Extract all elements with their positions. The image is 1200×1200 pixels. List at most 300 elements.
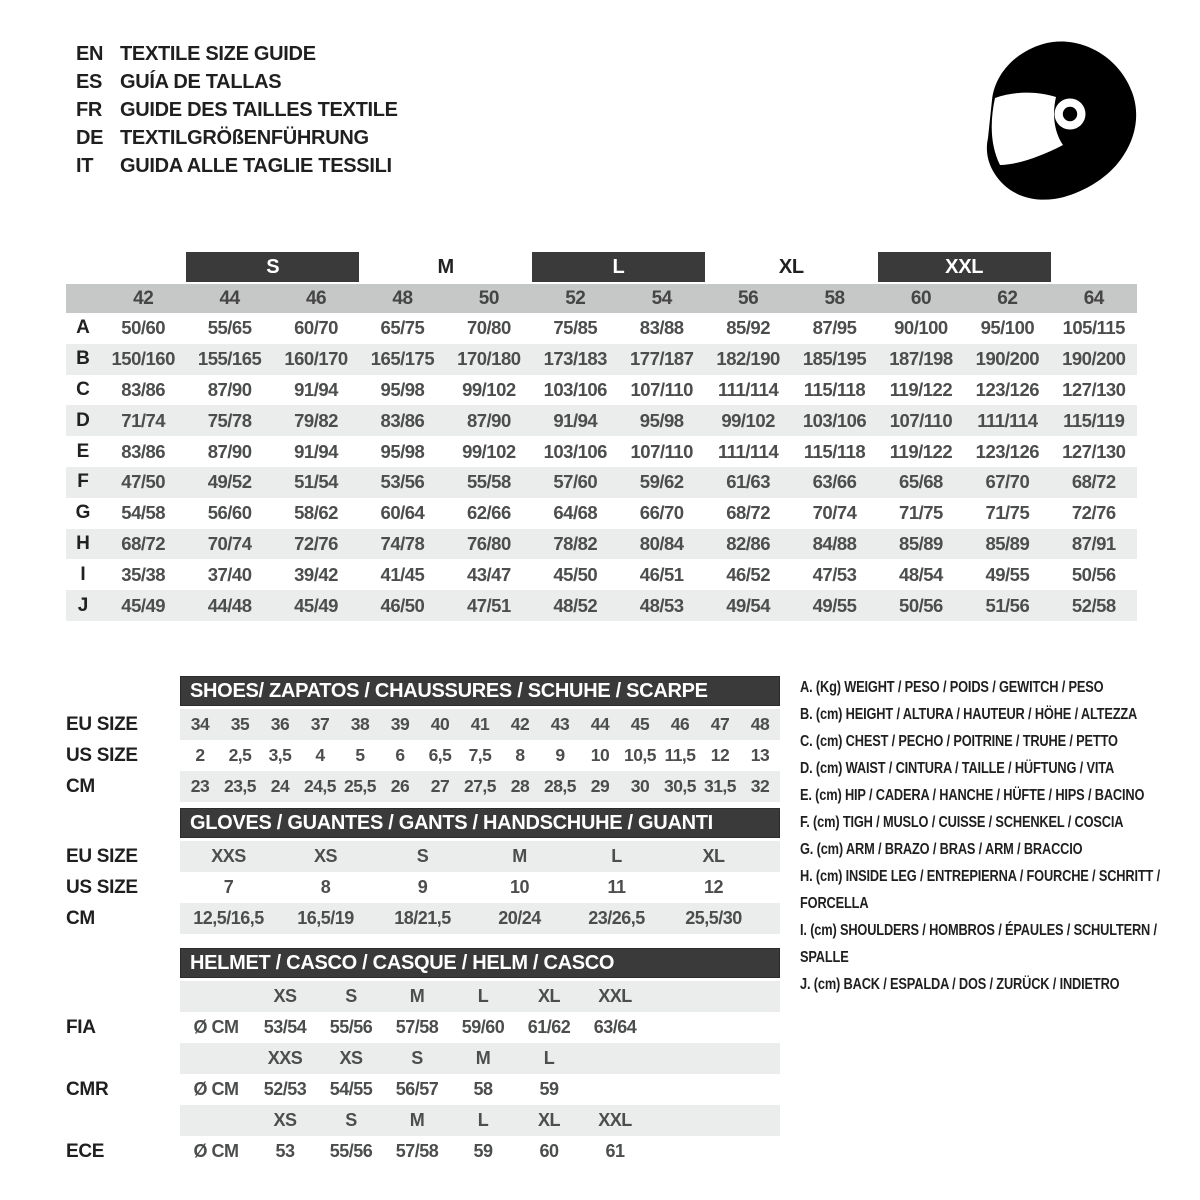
column-header-46: 46 — [305, 287, 327, 309]
size-cell: 107/110 — [630, 378, 693, 400]
unit-cell: Ø CM — [193, 1141, 239, 1161]
size-cell: 170/180 — [457, 348, 521, 370]
size-cell: 35 — [230, 714, 250, 734]
size-cell: 23/26,5 — [588, 908, 645, 928]
size-cell: 70/74 — [812, 502, 857, 524]
size-cell: 7,5 — [468, 745, 492, 765]
column-header-60: 60 — [910, 287, 932, 309]
size-band-xxl: XXL — [878, 252, 1051, 282]
size-cell: 57/58 — [395, 1141, 439, 1161]
size-cell: 59/62 — [639, 471, 684, 493]
size-cell: 25,5 — [343, 776, 377, 796]
language-row — [76, 152, 398, 180]
language-title: GUIDA ALLE TAGLIE TESSILI — [120, 154, 392, 177]
size-cell: 87/90 — [207, 378, 252, 400]
language-code: FR — [76, 98, 103, 121]
size-cell: 71/74 — [121, 409, 166, 431]
legend-item-h: H. (cm) INSIDE LEG / ENTREPIERNA / FOURCHE / SCHRITT / FORCELLA — [800, 868, 1160, 912]
size-cell: 26 — [390, 776, 410, 796]
size-cell: 75/85 — [553, 317, 598, 339]
size-cell: 46/51 — [639, 563, 684, 585]
size-row-eu-size — [66, 841, 788, 872]
language-code: EN — [76, 42, 104, 65]
row-label: ECE — [66, 1140, 105, 1162]
size-cell: 27,5 — [463, 776, 497, 796]
size-cell: 56/57 — [395, 1079, 439, 1099]
size-cell: 23,5 — [223, 776, 257, 796]
size-cell: 103/106 — [543, 378, 607, 400]
shoes-table-rows — [66, 709, 788, 802]
size-cell: 58/62 — [294, 502, 338, 524]
size-cell: 8 — [515, 745, 525, 765]
column-header-54: 54 — [651, 287, 672, 309]
size-cell: 160/170 — [284, 348, 348, 370]
row-label: H — [76, 532, 90, 554]
size-cell: 83/86 — [380, 409, 425, 431]
size-cell: 71/75 — [899, 502, 943, 524]
size-cell: 59 — [473, 1141, 493, 1161]
size-cell: M — [409, 1110, 425, 1130]
measure-row-e — [66, 436, 1137, 467]
size-cell: 111/114 — [717, 378, 779, 400]
language-row — [76, 124, 398, 152]
size-cell: 31,5 — [703, 776, 737, 796]
size-cell: XS — [339, 1048, 363, 1068]
row-label: CM — [66, 775, 95, 797]
row-label: C — [76, 378, 90, 400]
gloves-size-table — [66, 808, 788, 934]
size-cell: 24 — [270, 776, 290, 796]
measure-row-i — [66, 559, 1137, 590]
size-cell: 63/66 — [812, 471, 857, 493]
size-cell: 53/56 — [380, 471, 425, 493]
size-cell: 115/119 — [1063, 409, 1125, 431]
size-cell: 54/58 — [121, 502, 166, 524]
legend-item-e: E. (cm) HIP / CADERA / HANCHE / HÜFTE / HIPS / BACINO — [800, 787, 1145, 804]
size-cell: 39 — [390, 714, 410, 734]
measure-row-j — [66, 590, 1137, 621]
column-header-44: 44 — [219, 287, 240, 309]
unit-cell: Ø CM — [193, 1079, 239, 1099]
size-cell: 90/100 — [894, 317, 948, 339]
legend-item-d: D. (cm) WAIST / CINTURA / TAILLE / HÜFTUNG / VITA — [800, 760, 1115, 777]
size-row-us-size — [66, 872, 788, 903]
size-cell: 57/58 — [395, 1017, 439, 1037]
size-cell: M — [512, 846, 527, 866]
size-cell: 37/40 — [207, 563, 252, 585]
row-label: J — [77, 594, 89, 616]
size-cell: 49/55 — [812, 594, 857, 616]
row-label: US SIZE — [66, 744, 138, 766]
size-cell: 43 — [550, 714, 570, 734]
size-cell: 47/50 — [121, 471, 166, 493]
size-cell: 45/49 — [294, 594, 338, 616]
language-code: IT — [76, 154, 94, 177]
legend-item-a: A. (Kg) WEIGHT / PESO / POIDS / GEWITCH / PESO — [800, 679, 1104, 696]
size-cell: L — [477, 986, 489, 1006]
size-cell: 9 — [417, 877, 428, 897]
size-row-eu-size — [66, 709, 788, 740]
row-label: EU SIZE — [66, 845, 138, 867]
helmet-table-title-text: HELMET / CASCO / CASQUE / HELM / CASCO — [190, 951, 615, 974]
size-cell: S — [345, 1110, 357, 1130]
size-cell: 2,5 — [228, 745, 252, 765]
row-values — [180, 1136, 780, 1167]
measure-row-f — [66, 467, 1137, 498]
size-cell: 13 — [750, 745, 770, 765]
size-cell: L — [543, 1048, 555, 1068]
row-label: B — [76, 348, 90, 370]
gloves-table-title — [180, 808, 780, 838]
size-cell: 53 — [275, 1141, 295, 1161]
size-cell: XXS — [267, 1048, 303, 1068]
column-header-62: 62 — [997, 287, 1018, 309]
size-cell: 4 — [315, 745, 325, 765]
size-cell: 42 — [510, 714, 530, 734]
column-header-52: 52 — [565, 287, 586, 309]
size-band-m: M — [437, 255, 454, 278]
textile-measure-rows — [66, 313, 1137, 621]
row-values — [180, 841, 780, 872]
size-cell: XL — [537, 986, 560, 1006]
legend-item-g: G. (cm) ARM / BRAZO / BRAS / ARM / BRACCIO — [800, 841, 1083, 858]
legend-item-j: J. (cm) BACK / ESPALDA / DOS / ZURÜCK / INDIETRO — [800, 976, 1120, 993]
size-cell: 61/62 — [527, 1017, 571, 1037]
size-cell: 83/86 — [121, 440, 166, 462]
size-cell: 6 — [395, 745, 405, 765]
measure-row-d — [66, 405, 1137, 436]
size-cell: 68/72 — [1071, 471, 1116, 493]
row-values — [180, 1012, 780, 1043]
language-row — [76, 96, 398, 124]
size-cell: 7 — [223, 877, 234, 897]
unit-cell: Ø CM — [193, 1017, 239, 1037]
size-cell: 6,5 — [428, 745, 452, 765]
size-cell: 12,5/16,5 — [193, 908, 264, 928]
helmet-standard-row-fia — [66, 1012, 788, 1043]
size-cell: 49/54 — [726, 594, 771, 616]
column-header-48: 48 — [392, 287, 413, 309]
row-values — [180, 981, 780, 1012]
gloves-table-title-text: GLOVES / GUANTES / GANTS / HANDSCHUHE / GUANTI — [190, 811, 713, 834]
size-cell: 12 — [710, 745, 730, 765]
measure-row-c — [66, 375, 1137, 406]
size-cell: 119/122 — [889, 440, 953, 462]
size-cell: 127/130 — [1062, 440, 1126, 462]
size-cell: 79/82 — [294, 409, 338, 431]
helmet-size-table — [66, 948, 788, 1167]
size-cell: 55/58 — [466, 471, 511, 493]
size-cell: 85/89 — [985, 532, 1030, 554]
row-label: FIA — [66, 1016, 96, 1038]
size-cell: XXS — [211, 846, 246, 866]
size-cell: XL — [537, 1110, 560, 1130]
helmet-size-header-row-cmr — [66, 1043, 788, 1074]
size-cell: 61 — [605, 1141, 625, 1161]
size-cell: 76/80 — [466, 532, 511, 554]
measure-row-h — [66, 529, 1137, 560]
size-cell: 72/76 — [1071, 502, 1116, 524]
row-values — [180, 872, 780, 903]
size-row-cm — [66, 903, 788, 934]
size-cell: 3,5 — [268, 745, 292, 765]
size-cell: 11 — [607, 877, 626, 897]
size-cell: 99/102 — [462, 378, 516, 400]
size-cell: 48 — [750, 714, 770, 734]
size-cell: S — [411, 1048, 423, 1068]
row-label: G — [75, 502, 91, 524]
size-cell: XS — [313, 846, 337, 866]
size-cell: 39/42 — [294, 563, 338, 585]
size-cell: 70/74 — [207, 532, 252, 554]
size-cell: 51/56 — [985, 594, 1030, 616]
size-cell: 48/52 — [553, 594, 598, 616]
size-cell: 72/76 — [294, 532, 338, 554]
size-cell: 50/56 — [899, 594, 943, 616]
language-title: GUÍA DE TALLAS — [120, 70, 282, 93]
size-band-xl: XL — [778, 255, 804, 278]
size-cell: 68/72 — [726, 502, 771, 524]
size-cell: 95/98 — [380, 440, 425, 462]
size-cell: 46 — [670, 714, 690, 734]
column-header-56: 56 — [738, 287, 759, 309]
size-cell: XS — [273, 986, 297, 1006]
size-cell: 47 — [710, 714, 730, 734]
size-cell: 49/52 — [207, 471, 252, 493]
gloves-table-rows — [66, 841, 788, 934]
size-cell: 10,5 — [623, 745, 657, 765]
size-cell: 45/50 — [553, 563, 598, 585]
size-cell: 173/183 — [543, 348, 607, 370]
column-header-50: 50 — [478, 287, 499, 309]
size-cell: 65/75 — [380, 317, 425, 339]
column-header-64: 64 — [1083, 287, 1104, 309]
row-label — [66, 1105, 180, 1136]
language-code: ES — [76, 70, 103, 93]
legend-item-c: C. (cm) CHEST / PECHO / POITRINE / TRUHE / PETTO — [800, 733, 1118, 750]
size-cell: 54/55 — [329, 1079, 373, 1099]
size-cell: 66/70 — [639, 502, 684, 524]
size-cell: 99/102 — [462, 440, 516, 462]
size-cell: 32 — [750, 776, 770, 796]
language-title: TEXTILE SIZE GUIDE — [120, 42, 316, 65]
textile-size-table — [66, 252, 1137, 621]
size-cell: 87/90 — [207, 440, 252, 462]
size-cell: 10 — [590, 745, 610, 765]
size-cell: 45/49 — [121, 594, 166, 616]
size-cell: 107/110 — [630, 440, 693, 462]
shoes-table-title-text: SHOES/ ZAPATOS / CHAUSSURES / SCHUHE / SCARPE — [190, 679, 708, 702]
measurement-legend — [800, 674, 1200, 998]
row-label: I — [80, 563, 86, 585]
size-cell: 82/86 — [726, 532, 771, 554]
size-cell: 46/50 — [380, 594, 425, 616]
size-cell: 24,5 — [303, 776, 337, 796]
size-cell: 28 — [510, 776, 530, 796]
shoes-table-title — [180, 676, 780, 706]
size-cell: 28,5 — [543, 776, 577, 796]
size-cell: 123/126 — [975, 378, 1040, 400]
size-cell: 55/65 — [207, 317, 252, 339]
size-cell: 50/56 — [1071, 563, 1116, 585]
helmet-table-rows — [66, 981, 788, 1167]
size-cell: 95/98 — [639, 409, 684, 431]
size-cell: 9 — [555, 745, 565, 765]
size-cell: 177/187 — [630, 348, 694, 370]
size-cell: 103/106 — [543, 440, 607, 462]
helmet-table-title — [180, 948, 780, 978]
size-cell: 61/63 — [726, 471, 771, 493]
size-band-row — [66, 252, 1137, 282]
size-cell: 119/122 — [889, 378, 953, 400]
size-cell: 95/98 — [380, 378, 425, 400]
row-values — [180, 1105, 780, 1136]
language-code: DE — [76, 126, 104, 149]
size-cell: 182/190 — [716, 348, 780, 370]
size-cell: 58 — [473, 1079, 493, 1099]
shoes-size-table — [66, 676, 788, 802]
size-cell: S — [416, 846, 429, 866]
size-cell: L — [477, 1110, 489, 1130]
row-label: EU SIZE — [66, 713, 138, 735]
measure-row-a — [66, 313, 1137, 344]
size-cell: 150/160 — [111, 348, 175, 370]
size-cell: 27 — [430, 776, 450, 796]
size-cell: 49/55 — [985, 563, 1030, 585]
size-cell: 38 — [350, 714, 370, 734]
size-cell: 50/60 — [121, 317, 166, 339]
size-cell: XS — [273, 1110, 297, 1130]
helmet-standard-row-cmr — [66, 1074, 788, 1105]
size-cell: 111/114 — [717, 440, 779, 462]
size-cell: 41 — [470, 714, 490, 734]
size-cell: XXL — [598, 1110, 632, 1130]
size-cell: 47/53 — [812, 563, 857, 585]
legend-item-i: I. (cm) SHOULDERS / HOMBROS / ÉPAULES / SCHULTERN / SPALLE — [800, 922, 1157, 966]
size-cell: M — [409, 986, 425, 1006]
size-cell: 95/100 — [980, 317, 1035, 339]
helmet-icon — [982, 26, 1157, 208]
column-header-58: 58 — [824, 287, 845, 309]
size-cell: 12 — [703, 877, 724, 897]
row-label: E — [76, 440, 90, 462]
size-cell: 35/38 — [121, 563, 166, 585]
row-values — [180, 1043, 780, 1074]
size-cell: 60/64 — [380, 502, 425, 524]
size-cell: 91/94 — [294, 378, 338, 400]
helmet-size-header-row-fia — [66, 981, 788, 1012]
size-cell: 190/200 — [1062, 348, 1126, 370]
size-cell: 25,5/30 — [685, 908, 742, 928]
size-cell: 105/115 — [1062, 317, 1125, 339]
size-cell: 56/60 — [207, 502, 252, 524]
row-label: CM — [66, 907, 95, 929]
size-band-s: S — [186, 252, 359, 282]
size-cell: 53/54 — [263, 1017, 307, 1037]
size-number-row — [66, 284, 1137, 313]
language-row — [76, 68, 398, 96]
size-cell: 11,5 — [664, 745, 696, 765]
size-cell: 59/60 — [461, 1017, 505, 1037]
helmet-size-header-row-ece — [66, 1105, 788, 1136]
size-cell: 190/200 — [975, 348, 1040, 370]
measure-row-g — [66, 498, 1137, 529]
size-cell: S — [345, 986, 357, 1006]
size-cell: 87/95 — [812, 317, 857, 339]
column-header-42: 42 — [133, 287, 154, 309]
size-cell: 40 — [430, 714, 450, 734]
size-cell: 2 — [195, 745, 205, 765]
size-cell: 127/130 — [1062, 378, 1126, 400]
size-cell: M — [475, 1048, 491, 1068]
size-cell: L — [611, 846, 622, 866]
size-cell: 41/45 — [380, 563, 425, 585]
size-cell: 16,5/19 — [297, 908, 354, 928]
size-cell: 68/72 — [121, 532, 166, 554]
size-cell: 83/88 — [639, 317, 684, 339]
language-title-list — [76, 40, 398, 180]
size-cell: 80/84 — [639, 532, 684, 554]
size-cell: 83/86 — [121, 378, 166, 400]
row-values — [180, 903, 780, 934]
size-cell: 74/78 — [380, 532, 425, 554]
size-cell: 115/118 — [803, 440, 866, 462]
language-row — [76, 40, 398, 68]
row-label — [66, 981, 180, 1012]
helmet-standard-row-ece — [66, 1136, 788, 1167]
size-cell: 103/106 — [802, 409, 867, 431]
size-cell: 44 — [590, 714, 610, 734]
size-cell: 155/165 — [197, 348, 262, 370]
size-cell: 91/94 — [294, 440, 338, 462]
size-cell: 123/126 — [975, 440, 1040, 462]
size-cell: 85/92 — [726, 317, 771, 339]
size-cell: 75/78 — [207, 409, 252, 431]
language-title: GUIDE DES TAILLES TEXTILE — [120, 98, 398, 121]
size-cell: 45 — [630, 714, 650, 734]
size-cell: 115/118 — [803, 378, 866, 400]
row-values — [180, 1074, 780, 1105]
row-label: F — [77, 471, 89, 493]
size-cell: 87/90 — [466, 409, 511, 431]
row-label: CMR — [66, 1078, 109, 1100]
size-cell: 18/21,5 — [394, 908, 451, 928]
size-band-l: L — [532, 252, 705, 282]
size-cell: 20/24 — [498, 908, 541, 928]
row-label: D — [76, 409, 90, 431]
size-cell: 57/60 — [553, 471, 598, 493]
row-label: A — [76, 317, 90, 339]
row-values — [180, 740, 780, 771]
size-cell: 87/91 — [1071, 532, 1116, 554]
size-cell: 48/54 — [899, 563, 943, 585]
size-cell: 48/53 — [639, 594, 684, 616]
size-cell: 111/114 — [977, 409, 1038, 431]
size-cell: 23 — [190, 776, 210, 796]
size-cell: 78/82 — [553, 532, 598, 554]
size-cell: 60/70 — [294, 317, 338, 339]
size-cell: 30 — [630, 776, 650, 796]
language-title: TEXTILGRÖßENFÜHRUNG — [120, 126, 369, 149]
size-cell: 84/88 — [812, 532, 857, 554]
legend-item-b: B. (cm) HEIGHT / ALTURA / HAUTEUR / HÖHE / ALTEZZA — [800, 706, 1138, 723]
size-cell: 185/195 — [802, 348, 867, 370]
row-values — [180, 771, 780, 802]
row-label — [66, 1043, 180, 1074]
size-cell: 52/58 — [1071, 594, 1116, 616]
size-cell: 34 — [190, 714, 210, 734]
size-cell: 37 — [310, 714, 330, 734]
